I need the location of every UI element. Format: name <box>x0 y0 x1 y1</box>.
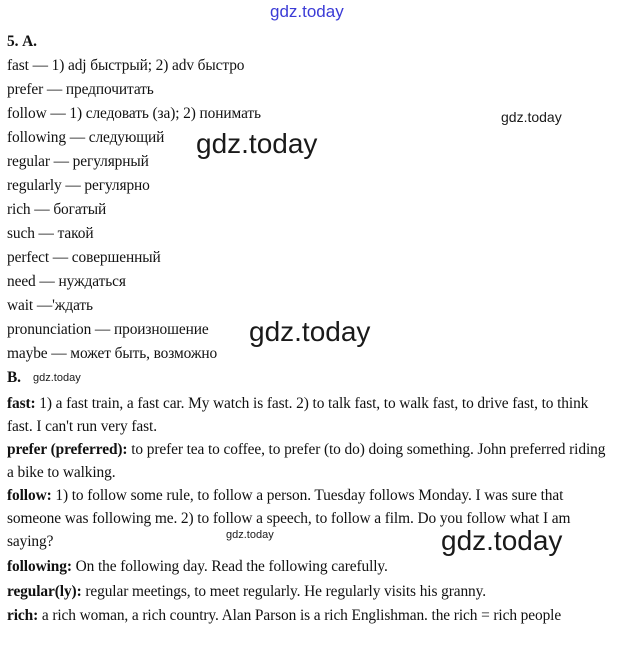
watermark: gdz.today <box>249 316 371 347</box>
usage-term: regular(ly): <box>7 583 82 600</box>
usage-text: a rich woman, a rich country. Alan Parson is a rich Englishman. the rich = rich people <box>38 607 562 624</box>
usage-entry <box>7 580 612 603</box>
section-b-heading: B. <box>7 369 21 386</box>
vocab-line: fast — 1) adj быстрый; 2) adv быстро <box>7 57 245 74</box>
watermark: gdz.today <box>33 372 81 384</box>
vocab-line: follow — 1) следовать (за); 2) понимать <box>7 105 261 122</box>
vocab-line: regularly — регулярно <box>7 177 150 194</box>
vocab-line: wait —'ждать <box>7 297 93 314</box>
usage-text: 1) to follow some rule, to follow a person. Tuesday follows Monday. I was sure that someone was following me. 2) to follow a speech, to follow a film. Do you follow what I am saying? <box>7 487 571 550</box>
vocab-line: such — такой <box>7 225 94 242</box>
usage-term: fast: <box>7 395 36 412</box>
usage-term: rich: <box>7 607 39 624</box>
usage-term: follow: <box>7 487 52 504</box>
usage-entry <box>7 604 612 627</box>
vocab-line: prefer — предпочитать <box>7 81 154 98</box>
vocab-line: perfect — совершенный <box>7 249 161 266</box>
watermark: gdz.today <box>226 529 274 541</box>
watermark: gdz.today <box>196 128 318 159</box>
watermark: gdz.today <box>501 109 562 125</box>
vocab-line: rich — богатый <box>7 201 107 218</box>
usage-entry <box>7 392 612 438</box>
vocab-line: regular — регулярный <box>7 153 149 170</box>
vocab-line: pronunciation — произношение <box>7 321 209 338</box>
vocab-line: following — следующий <box>7 129 165 146</box>
usage-entry <box>7 555 612 578</box>
section-a-heading: 5. А. <box>7 33 37 50</box>
usage-text: On the following day. Read the following carefully. <box>71 558 388 575</box>
vocab-line: need — нуждаться <box>7 273 126 290</box>
watermark-top: gdz.today <box>270 2 344 21</box>
usage-text: 1) a fast train, a fast car. My watch is fast. 2) to talk fast, to walk fast, to drive fast, to think fast. I can't run very fast. <box>7 395 589 435</box>
usage-text: to prefer tea to coffee, to prefer (to do) doing something. John preferred riding a bike to walking. <box>7 441 606 481</box>
watermark: gdz.today <box>441 525 563 556</box>
usage-term: following: <box>7 558 72 575</box>
usage-term: prefer (preferred): <box>7 441 128 458</box>
usage-entry <box>7 438 612 484</box>
usage-text: regular meetings, to meet regularly. He regularly visits his granny. <box>81 583 486 600</box>
vocab-line: maybe — может быть, возможно <box>7 345 218 362</box>
